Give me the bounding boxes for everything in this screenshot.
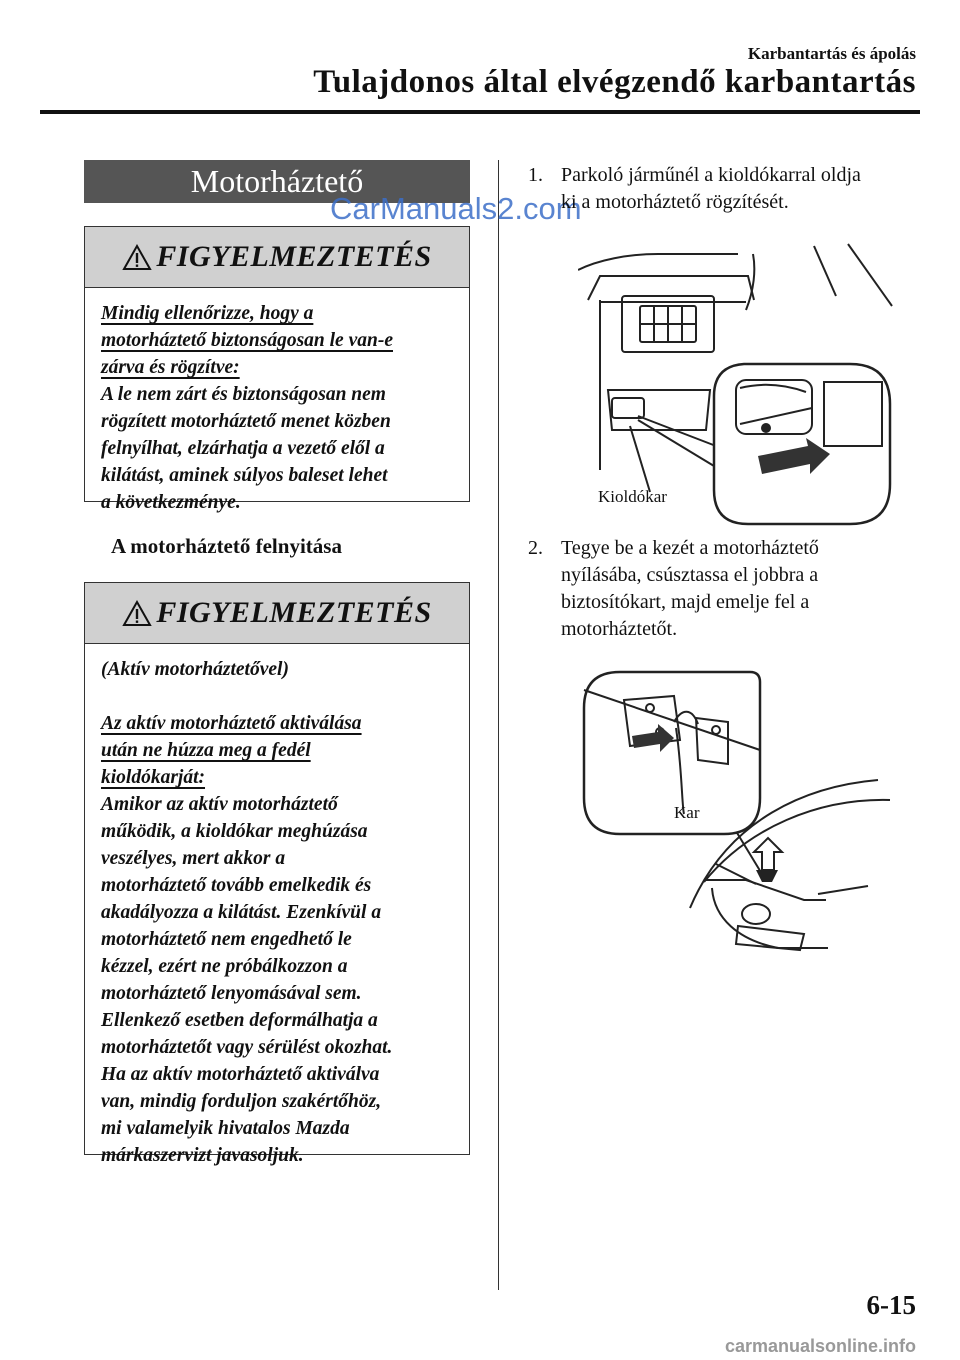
warning-header [85, 227, 469, 288]
step-1 [528, 162, 918, 222]
warning-triangle-icon [122, 244, 152, 271]
warning-text [101, 791, 453, 1169]
header-rule [40, 110, 920, 114]
step-text-line: nyílásába, csúsztassa el jobbra a [561, 564, 819, 586]
warning-lead-line: zárva és rögzítve: [101, 357, 240, 378]
release-lever-illustration [578, 240, 898, 530]
warning-triangle-icon [122, 600, 152, 627]
watermark: CarManuals2.com [330, 191, 582, 226]
hood-latch-illustration [578, 668, 898, 958]
warning-body [85, 288, 469, 532]
latch-lever-caption: Kar [674, 803, 700, 822]
warning-box-hood-latch [84, 226, 470, 513]
warning-lead-line: motorháztető biztonságosan le van-e [101, 330, 393, 351]
warning-text-line: a következménye. [101, 492, 241, 513]
warning-text-line: kilátást, aminek súlyos baleset lehet [101, 465, 388, 486]
warning-text-line: motorháztető lenyomásával sem. [101, 983, 362, 1004]
warning-text-line: mi valamelyik hivatalos Mazda [101, 1118, 350, 1139]
warning-heading: FIGYELMEZTETÉS [156, 596, 432, 629]
warning-text-line: motorháztető nem engedhető le [101, 929, 352, 950]
warning-text-line: veszélyes, mert akkor a [101, 848, 286, 869]
subheading-opening-hood: A motorháztető felnyitása [111, 534, 342, 558]
step-number: 2. [528, 537, 543, 559]
warning-text-line: van, mindig forduljon szakértőhöz, [101, 1091, 382, 1112]
warning-text-line: Amikor az aktív motorháztető [101, 794, 338, 815]
step-number: 1. [528, 164, 543, 186]
warning-lead [101, 300, 453, 381]
step-text-line: Tegye be a kezét a motorháztető [561, 537, 819, 559]
step-text-line: Parkoló járműnél a kioldókarral oldja [561, 164, 861, 186]
step-2 [528, 535, 918, 647]
warning-text-line: A le nem zárt és biztonságosan nem [101, 384, 386, 405]
warning-text-line: Ha az aktív motorháztető aktiválva [101, 1064, 380, 1085]
warning-text-line: akadályozza a kilátást. Ezenkívül a [101, 902, 382, 923]
column-divider [498, 160, 499, 1290]
warning-text-line: motorháztető tovább emelkedik és [101, 875, 372, 896]
lift-direction-arrow-icon [754, 838, 782, 870]
running-header-section: Karbantartás és ápolás [747, 44, 916, 63]
warning-text-line: működik, a kioldókar meghúzása [101, 821, 368, 842]
footer-site: carmanualsonline.info [724, 1336, 916, 1356]
warning-lead-line: kioldókarját: [101, 767, 206, 788]
warning-lead-line: Az aktív motorháztető aktiválása [101, 713, 362, 734]
running-header-title: Tulajdonos által elvégzendő karbantartás [313, 64, 916, 100]
page-number: 6-15 [866, 1290, 916, 1320]
warning-lead-line: Mindig ellenőrizze, hogy a [101, 303, 314, 324]
warning-text-line: márkaszervizt javasoljuk. [101, 1145, 304, 1166]
step-text-line: biztosítókart, majd emelje fel a [561, 591, 810, 613]
step-text-line: motorháztetőt. [561, 618, 678, 640]
warning-text-line: rögzített motorháztető menet közben [101, 411, 391, 432]
warning-text-line: kézzel, ezért ne próbálkozzon a [101, 956, 348, 977]
warning-text-line: Ellenkező esetben deformálhatja a [101, 1010, 378, 1031]
warning-heading: FIGYELMEZTETÉS [156, 240, 432, 273]
step-text-line: ki a motorháztető rögzítését. [561, 191, 789, 213]
warning-header [85, 583, 469, 644]
warning-note: (Aktív motorháztetővel) [101, 659, 289, 680]
warning-text-line: felnyílhat, elzárhatja a vezető elől a [101, 438, 385, 459]
warning-lead [101, 710, 453, 791]
warning-text-line: motorháztetőt vagy sérülést okozhat. [101, 1037, 393, 1058]
warning-text [101, 381, 453, 516]
release-lever-caption: Kioldókar [598, 487, 667, 506]
section-title: Motorháztető [84, 160, 470, 203]
warning-body [85, 644, 469, 1185]
warning-box-active-hood [84, 582, 470, 1166]
warning-lead-line: után ne húzza meg a fedél [101, 740, 311, 761]
